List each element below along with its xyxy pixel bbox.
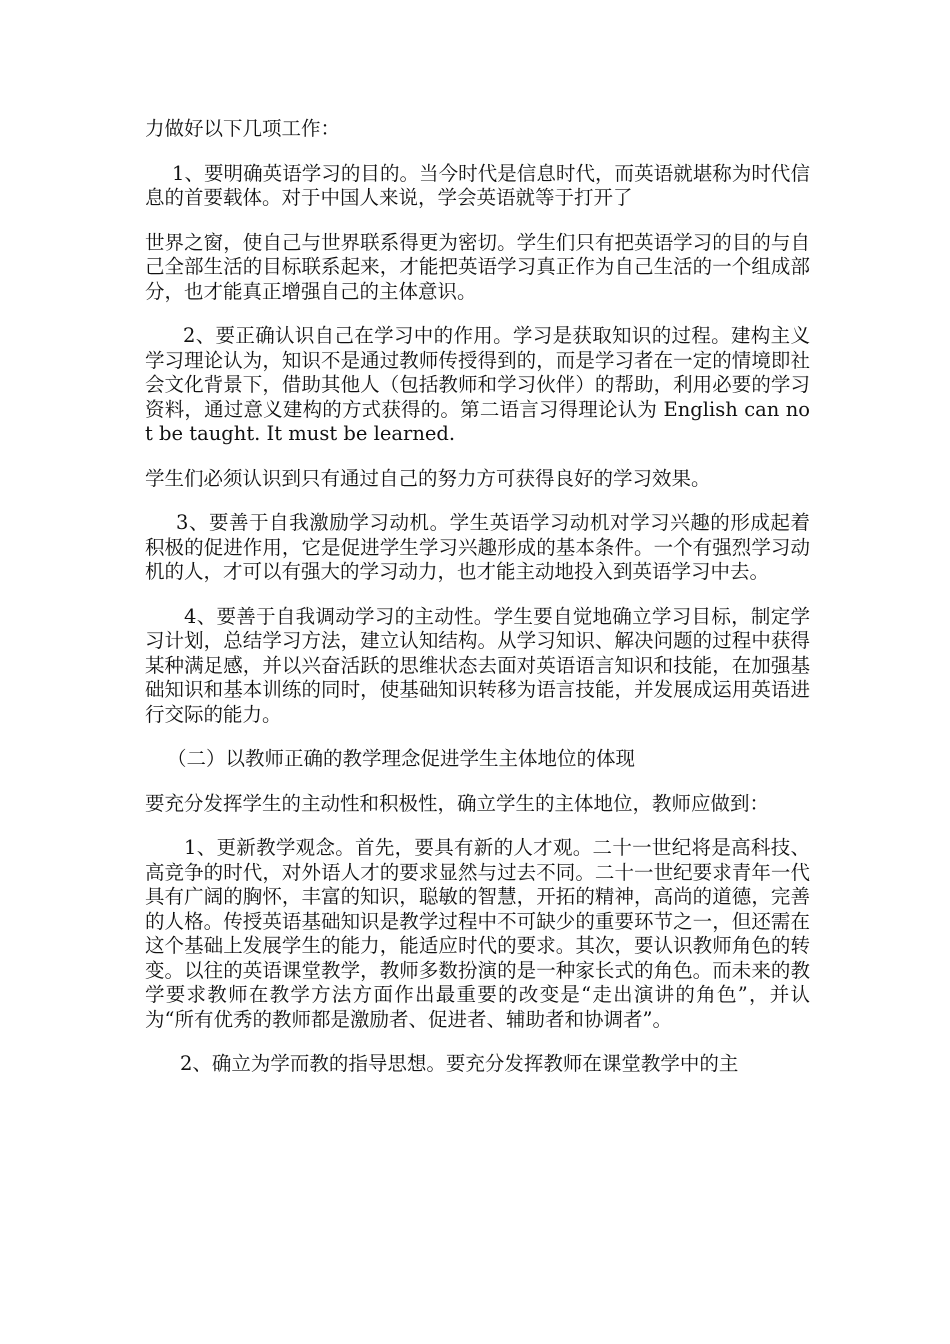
paragraph-item-1-cont: 世界之窗，使自己与世界联系得更为密切。学生们只有把英语学习的目的与自己全部生活的目标联系起来，才能把英语学习真正作为自己生活的一个组成部分，也才能真正增强自己的主体意识。: [145, 230, 810, 303]
document-body: [145, 117, 810, 1097]
paragraph-item-2-cont: 学生们必须认识到只有通过自己的努力方可获得良好的学习效果。: [145, 466, 711, 490]
paragraph-intro: 力做好以下几项工作：: [145, 117, 341, 140]
paragraph-section-intro: 要充分发挥学生的主动性和积极性，确立学生的主体地位，教师应做到：: [145, 791, 770, 815]
paragraph-item-3: 3、要善于自我激励学习动机。学生英语学习动机对学习兴趣的形成起着积极的促进作用，它是促进学生学习兴趣形成的基本条件。一个有强烈学习动机的人，才可以有强大的学习动力，也才能主动地投入到英语学习中去。: [145, 511, 810, 583]
paragraph-teacher-1: 1、更新教学观念。首先，要具有新的人才观。二十一世纪将是高科技、高竞争的时代，对外语人才的要求显然与过去不同。二十一世纪要求青年一代具有广阔的胸怀，丰富的知识，聪敏的智慧，开拓的精神，高尚的道德，完善的人格。传授英语基础知识是教学过程中不可缺少的重要环节之一，但还需在这个基础上发展学生的能力，能适应时代的要求。其次，要认识教师角色的转变。以往的英语课堂教学，教师多数扮演的是一种家长式的角色。而未来的教学要求教师在教学方法方面作出最重要的改变是“走出演讲的角色”，并认为“所有优秀的教师都是激励者、促进者、辅助者和协调者”。: [145, 836, 810, 1031]
section-heading: （二）以教师正确的教学理念促进学生主体地位的体现: [167, 747, 636, 770]
paragraph-item-4: 4、要善于自我调动学习的主动性。学生要自觉地确立学习目标，制定学习计划，总结学习方法，建立认知结构。从学习知识、解决问题的过程中获得某种满足感，并以兴奋活跃的思维状态去面对英语语言知识和技能，在加强基础知识和基本训练的同时，使基础知识转移为语言技能，并发展成运用英语进行交际的能力。: [145, 604, 810, 726]
paragraph-teacher-2: 2、确立为学而教的指导思想。要充分发挥教师在课堂教学中的主: [180, 1052, 739, 1075]
paragraph-item-2: 2、要正确认识自己在学习中的作用。学习是获取知识的过程。建构主义学习理论认为，知识不是通过教师传授得到的，而是学习者在一定的情境即社会文化背景下，借助其他人（包括教师和学习伙伴）的帮助，利用必要的学习资料，通过意义建构的方式获得的。第二语言习得理论认为 English can not be taught. It must be learned.: [145, 324, 810, 445]
paragraph-item-1: 1、要明确英语学习的目的。当今时代是信息时代，而英语就堪称为时代信息的首要载体。对于中国人来说，学会英语就等于打开了: [145, 161, 810, 209]
